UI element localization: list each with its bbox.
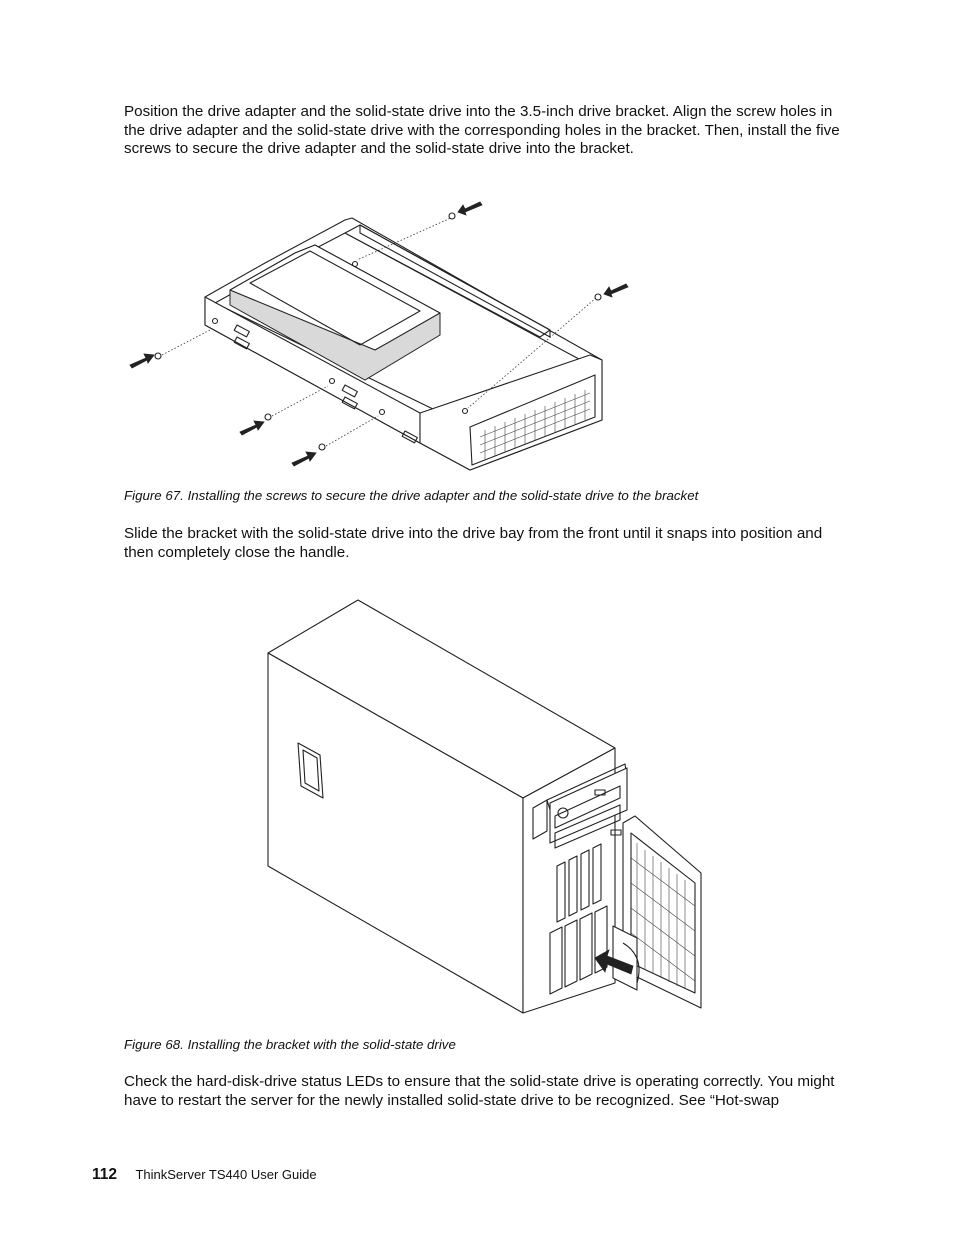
step-text: Position the drive adapter and the solid-state drive into the 3.5-inch drive bracket. Align the screw holes in the drive adapter and the solid-state drive with the corresponding holes in the bracket. Then, install the five screws to secure the drive adapter and the solid-state drive into the bracket. — [124, 103, 840, 158]
page-footer — [92, 1166, 317, 1184]
screw-icon — [240, 386, 328, 435]
screw-icon — [292, 416, 378, 466]
figure-68-caption: Figure 68. Installing the bracket with the solid-state drive — [124, 1037, 456, 1052]
figure-67-illustration — [120, 185, 640, 480]
figure-67-caption: Figure 67. Installing the screws to secure the drive adapter and the solid-state drive to the bracket — [124, 488, 699, 503]
step-text: Check the hard-disk-drive status LEDs to ensure that the solid-state drive is operating correctly. You might have to restart the server for the newly installed solid-state drive to be recognized. See “Hot-swap — [124, 1073, 835, 1109]
page-number: 112 — [92, 1166, 118, 1183]
screw-icon — [130, 330, 210, 368]
document-title: ThinkServer TS440 User Guide — [135, 1167, 317, 1182]
step-text: Slide the bracket with the solid-state drive into the drive bay from the front until it snaps into position and then completely close the handle. — [124, 525, 823, 561]
figure-68-illustration — [265, 598, 705, 1018]
